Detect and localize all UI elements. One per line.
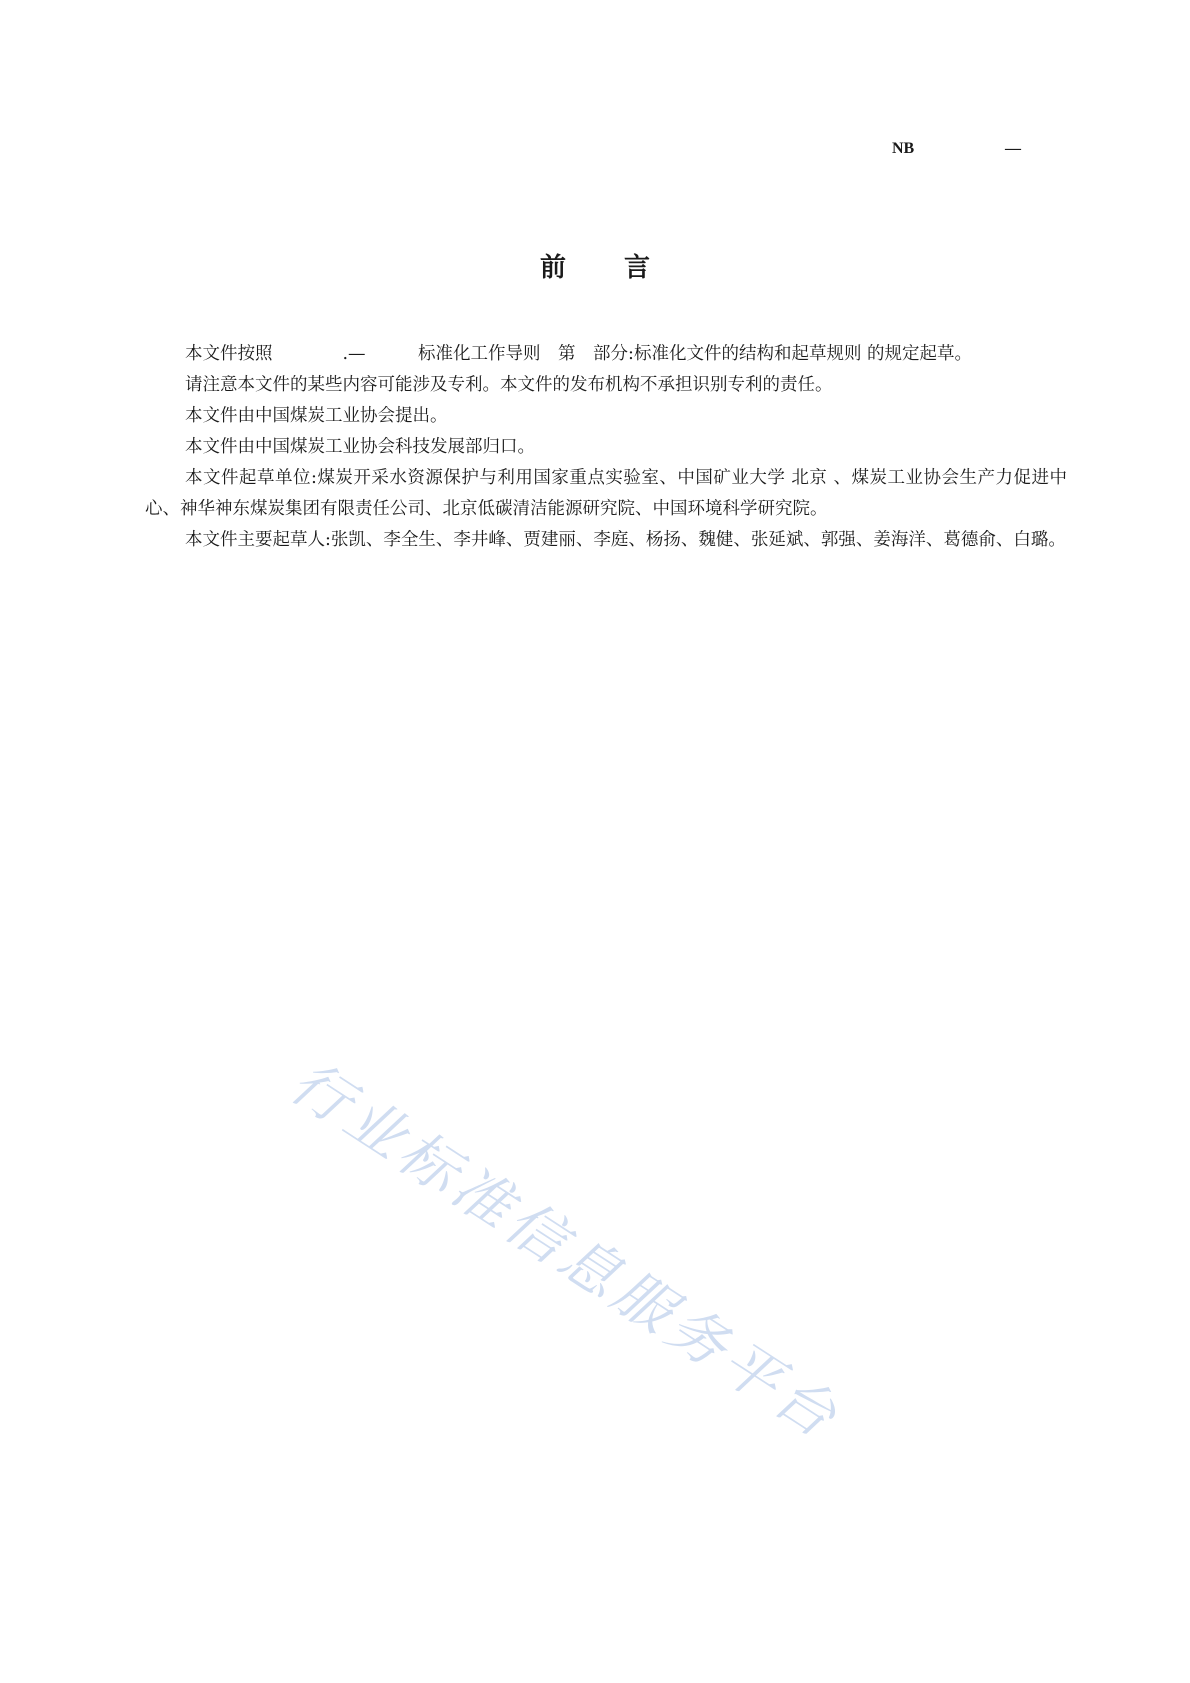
paragraph-patent-notice: 请注意本文件的某些内容可能涉及专利。本文件的发布机构不承担识别专利的责任。 <box>185 375 833 395</box>
paragraph-drafting-basis: 本文件按照 .— 标准化工作导则 第 部分:标准化文件的结构和起草规则 的规定起草。 <box>185 344 973 364</box>
standard-code: NB <box>892 140 915 157</box>
page-title: 前言 <box>539 253 708 283</box>
paragraph-drafting-units: 本文件起草单位:煤炭开采水资源保护与利用国家重点实验室、中国矿业大学 北京 、煤炭工业协会生产力促进中心、神华神东煤炭集团有限责任公司、北京低碳清洁能源研究院、中国环境科学研究院。 <box>145 468 1067 519</box>
paragraph-proposer: 本文件由中国煤炭工业协会提出。 <box>185 406 448 426</box>
watermark: 行业标准信息服务平台 <box>278 1047 853 1454</box>
paragraph-centralized-by: 本文件由中国煤炭工业协会科技发展部归口。 <box>185 437 535 457</box>
foreword-body <box>145 339 1067 556</box>
standard-number-dash: — <box>1005 140 1021 157</box>
paragraph-drafters: 本文件主要起草人:张凯、李全生、李井峰、贾建丽、李庭、杨扬、魏健、张延斌、郭强、姜海洋、葛德俞、白璐。 <box>185 530 1066 550</box>
